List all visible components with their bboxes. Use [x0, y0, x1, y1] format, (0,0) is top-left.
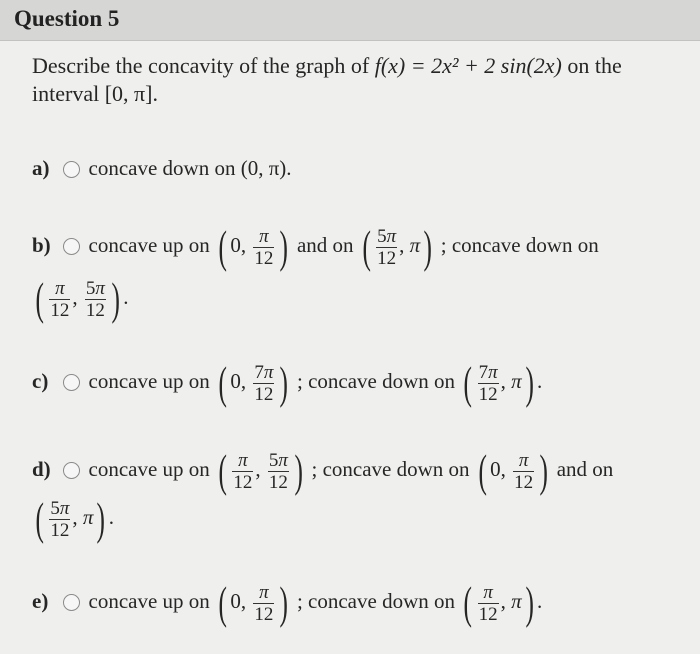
option-c-rest: ; concave down on: [296, 368, 456, 393]
option-d[interactable]: [32, 445, 614, 496]
option-b-and: and on: [296, 232, 354, 257]
option-d-interval-1: ( $\frac{\pi}{12}$ , $\frac{5\pi}{12}$ ): [218, 445, 303, 496]
option-c-interval-1: ( 0, $\frac{7\pi}{12}$ ): [218, 357, 289, 408]
option-c-label: c): [32, 368, 49, 393]
option-e-label: e): [32, 588, 49, 613]
option-b-interval-3: ( $\frac{\pi}{12}$ , $\frac{5\pi}{12}$ ) .: [35, 273, 129, 324]
option-e-rest: ; concave down on: [296, 588, 455, 613]
option-d-interval-3: ( $\frac{5\pi}{12}$ , π) .: [35, 493, 114, 544]
option-d-label: d): [32, 456, 51, 481]
option-d-rest: ; concave down on: [311, 456, 470, 481]
option-b-text: concave up on: [88, 232, 210, 257]
function-expression: f(x) = 2x² + 2 sin(2x): [374, 53, 562, 78]
option-b-interval-1: ( 0, $\frac{\pi}{12}$ ): [218, 221, 289, 272]
option-b-rest: ; concave down on: [440, 232, 599, 257]
option-e[interactable]: [32, 577, 543, 628]
option-e-interval-1: ( 0, $\frac{\pi}{12}$ ): [218, 577, 289, 628]
option-d-radio[interactable]: [63, 462, 80, 479]
option-c-interval-2: ( $\frac{7\pi}{12}$ , π) .: [463, 357, 543, 408]
option-d-text: concave up on: [88, 456, 210, 481]
option-e-radio[interactable]: [63, 594, 80, 611]
option-a[interactable]: [32, 156, 292, 181]
option-c-radio[interactable]: [63, 374, 80, 391]
option-b[interactable]: [32, 221, 599, 272]
option-c[interactable]: [32, 357, 543, 408]
question-header: [0, 0, 700, 41]
option-b-interval-2: ( $\frac{5\pi}{12}$ , π): [362, 221, 433, 272]
option-a-text: concave down on (0, π).: [88, 156, 292, 180]
option-a-label: a): [32, 156, 50, 180]
question-title: Question 5: [14, 6, 120, 31]
option-d-and: and on: [556, 456, 614, 481]
option-e-interval-2: ( $\frac{\pi}{12}$ , π) .: [463, 577, 543, 628]
prompt-text: Describe the concavity of the graph of: [32, 53, 370, 78]
option-b-radio[interactable]: [63, 238, 80, 255]
option-c-text: concave up on: [88, 368, 210, 393]
option-d-interval-2: ( 0, $\frac{\pi}{12}$ ): [478, 445, 548, 496]
option-e-text: concave up on: [88, 588, 210, 613]
prompt-text-end: on the: [567, 53, 622, 78]
option-a-radio[interactable]: [63, 161, 80, 178]
question-prompt: [32, 52, 692, 108]
prompt-interval: interval [0, π].: [32, 81, 158, 106]
option-b-label: b): [32, 232, 51, 257]
